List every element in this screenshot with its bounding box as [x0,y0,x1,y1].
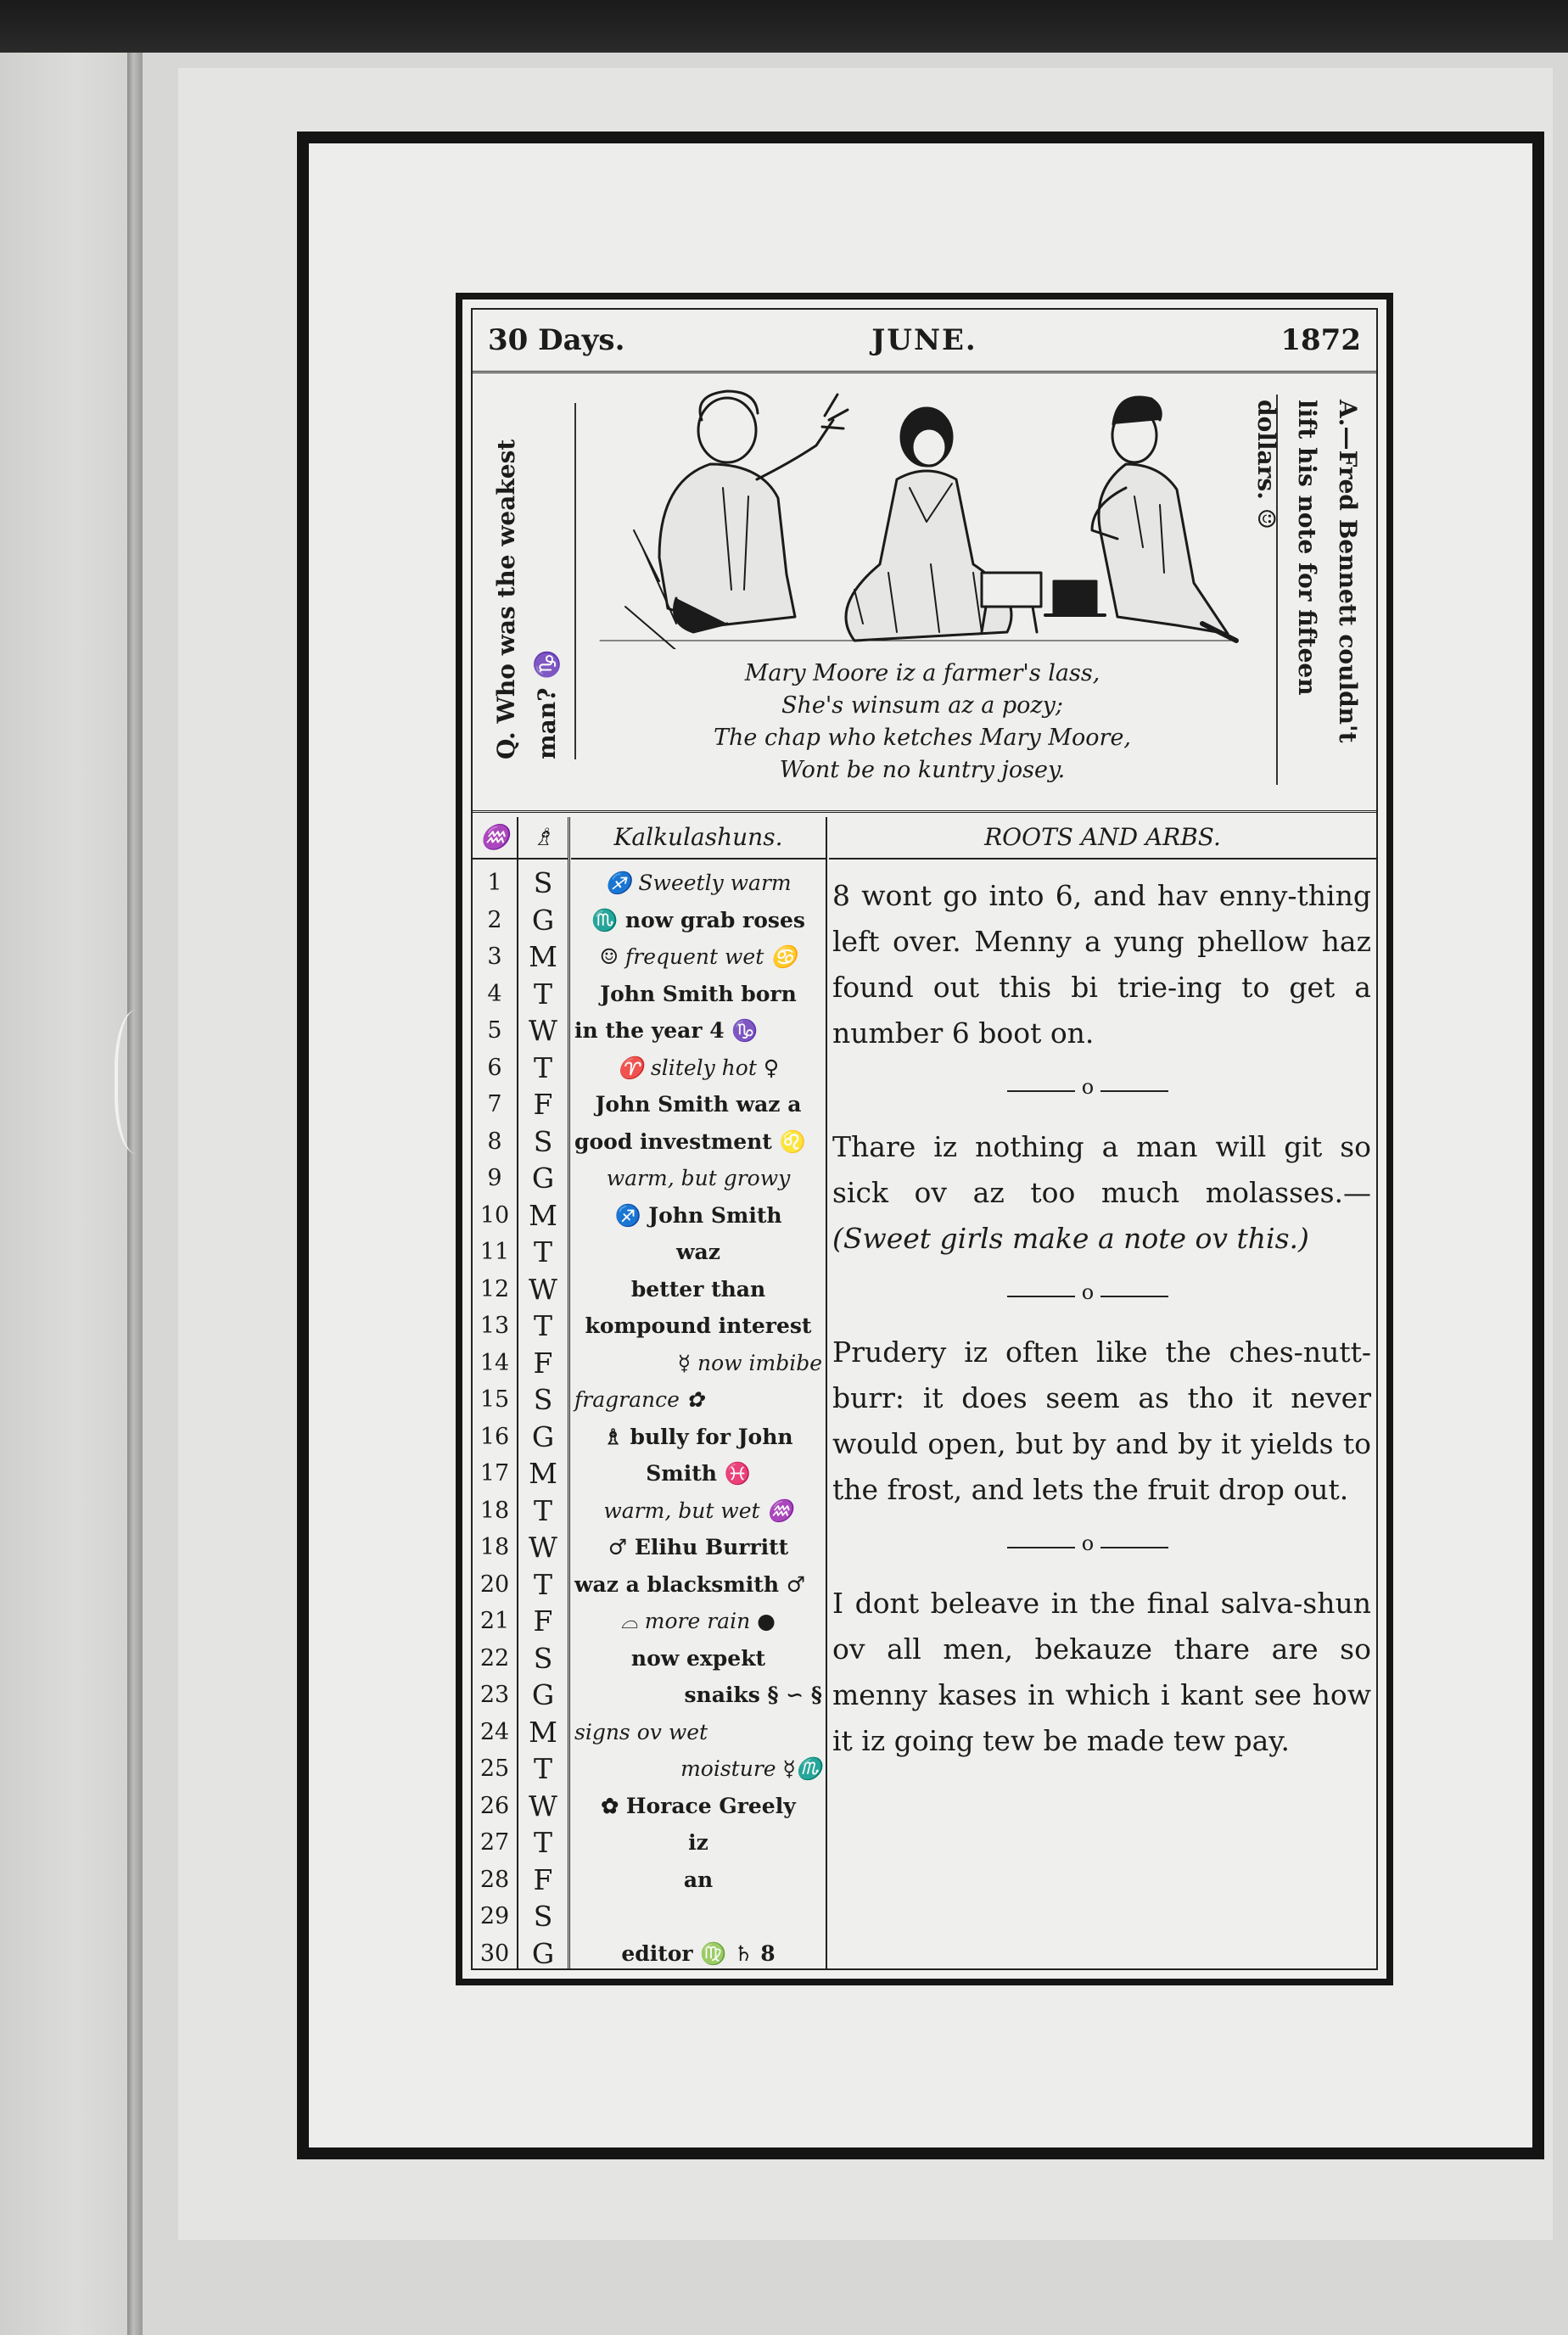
calendar-table [473,817,1376,1968]
day-number: 5 [487,1017,502,1044]
scan-left-page [0,53,127,2335]
day-number: 30 [479,1940,510,1967]
question-text: Q. Who was the weakest man? ♑ [492,439,561,759]
weekday-letter: T [533,1050,552,1084]
kalkulashun-entry: warm, but wet ♒ [603,1498,793,1523]
divider-mark: o [1075,1280,1100,1304]
divider [829,1513,1376,1581]
smiley-symbol-icon: ☺ [1252,507,1280,529]
kalkulashun-entry: editor ♍ ♄ 8 [621,1940,776,1966]
day-number: 18 [479,1497,510,1524]
weekday-letter: S [533,1900,553,1933]
weekday-letter: S [533,1124,553,1158]
kalkulashun-entry: ✿ Horace Greely [601,1793,796,1818]
divider [829,1056,1376,1124]
kalkulashun-entry: fragrance ✿ [574,1387,704,1412]
divider [829,1262,1376,1330]
question-column [481,403,576,759]
day-number: 21 [479,1608,510,1634]
binding-thread [115,1010,169,1154]
day-number: 9 [487,1165,502,1191]
weekday-column [518,817,570,1968]
roots-paragraph: 8 wont go into 6, and hav enny-thing left over. Menny a yung phellow haz found out this bi trie-ing to get a number 6 boot on. [832,879,1371,1050]
day-number: 2 [487,906,502,933]
kalkulashun-entry: ♐ John Smith [614,1202,782,1228]
weekday-letter: M [529,1457,557,1490]
day-number: 22 [479,1644,510,1671]
roots-paragraph: I dont beleave in the final salva-shun ov all men, bekauze thare are so menny kases in which i kant see how it iz going tew be made tew pay. [832,1587,1371,1757]
verse-line: Mary Moore iz a farmer's lass, [744,660,1100,686]
day-number: 18 [479,1534,510,1560]
month-title: JUNE. [871,323,977,357]
calendar-inner [471,308,1378,1970]
kalkulashun-entry: ☺ frequent wet ♋ [599,944,798,969]
kalkulashun-entry: waz a blacksmith ♂ [574,1571,806,1597]
day-number: 28 [479,1866,510,1893]
kalkulashun-entry: ♐ Sweetly warm [605,871,792,895]
weekday-letter: W [529,1531,557,1564]
weekday-letter: M [529,1198,557,1232]
answer-text [1252,395,1371,785]
weekday-letter: F [533,1862,553,1896]
kalkulashun-entry: kompound interest [585,1313,812,1338]
weekday-letter: S [533,1383,553,1416]
roots-paragraph-aside: (Sweet girls make a note ov this.) [832,1222,1309,1255]
roots-paragraph-text: Thare iz nothing a man will git so sick ov az too much molasses.— [832,1130,1371,1209]
kalkulashun-entry: ♈ slitely hot ♀ [617,1055,780,1080]
day-number-column [473,817,518,1968]
day-number: 27 [479,1829,510,1856]
weekday-letter: W [529,1789,557,1823]
kalkulashun-entry: John Smith born [600,981,797,1006]
weekday-letter: G [531,1162,555,1195]
kalkulashun-entry: now expekt [630,1645,766,1671]
kalkulashun-entry [571,1898,826,1935]
weekday-letter: S [533,866,553,899]
weekday-letter: T [533,1493,552,1527]
day-number: 10 [479,1201,510,1229]
weekday-letter: F [533,1346,553,1380]
weekday-letter: F [533,1604,553,1638]
calendar-card [456,293,1393,1985]
day-number: 14 [479,1349,510,1376]
kalkulashun-entry: moisture ☿♏ [680,1756,822,1781]
day-number: 7 [487,1091,502,1117]
day-number: 3 [487,944,502,970]
verse-line: She's winsum az a pozy; [781,692,1063,719]
day-number: 15 [479,1386,510,1413]
kalkulashun-entry: ♏ now grab roses [591,907,805,932]
kalkulashuns-column [571,817,827,1968]
kalkulashun-entry: snaiks § ∽ § [684,1683,822,1707]
kalkulashun-entry: ⌓ more rain ● [621,1609,776,1633]
verse-line: The chap who ketches Mary Moore, [714,725,1131,751]
roots-header: ROOTS AND ARBS. [829,817,1376,860]
weekday-letter: S [533,1641,553,1675]
roots-column [829,817,1376,1968]
kalkulashun-entry: iz [688,1830,708,1855]
weekday-list [518,860,568,1972]
divider-mark: o [1075,1531,1100,1555]
weekday-letter: G [531,1419,555,1453]
aquarius-header-icon: ♒ [473,817,517,860]
day-number: 23 [479,1682,510,1708]
day-number: 4 [487,980,502,1007]
kalkulashun-entry: Smith ♓ [646,1461,751,1486]
kalkulashun-entry: waz [676,1240,720,1264]
weekday-letter: G [531,903,555,937]
day-number: 16 [479,1423,510,1450]
day-number: 11 [479,1239,510,1265]
weekday-letter: T [533,1235,552,1268]
day-number: 17 [479,1460,510,1487]
year: 1872 [1280,323,1361,357]
day-number: 20 [479,1571,510,1598]
answer-column [1252,395,1371,785]
day-number: 12 [479,1275,510,1302]
illustration-band [473,378,1376,813]
kalkulashuns-list [571,860,826,1972]
kalkulashun-entry: warm, but growy [606,1166,791,1190]
weekday-letter: T [533,1567,552,1601]
book-spine [127,53,143,2335]
day-number: 26 [479,1792,510,1819]
day-number: 29 [479,1903,510,1929]
day-number: 6 [487,1054,502,1081]
day-number-list [473,860,517,1972]
day-number: 1 [487,870,502,896]
kalkulashun-entry: good investment ♌ [574,1128,806,1154]
day-number: 25 [479,1755,510,1782]
kalkulashun-entry: better than [630,1276,766,1302]
kalkulashun-entry: John Smith waz a [595,1092,802,1117]
weekday-letter: T [533,1826,552,1859]
verse [625,658,1219,787]
weekday-letter: G [531,1678,555,1711]
roots-paragraph [829,1124,1376,1262]
day-number: 13 [479,1313,510,1339]
divider-mark: o [1075,1075,1100,1099]
weekday-letter: T [533,977,552,1011]
weekday-letter: F [533,1088,553,1121]
kalkulashun-entry: in the year 4 ♑ [574,1018,759,1043]
day-number: 24 [479,1718,510,1745]
kalkulashun-entry: an [683,1867,714,1892]
weekday-letter: W [529,1272,557,1306]
scan-top-edge [0,0,1568,53]
day-number: 8 [487,1128,502,1155]
chess-bishop-header-icon: ♗ [518,817,568,860]
weekday-letter: W [529,1014,557,1047]
weekday-letter: G [531,1936,555,1970]
weekday-letter: M [529,940,557,973]
weekday-letter: M [529,1715,557,1749]
calendar-header [473,310,1376,373]
kalkulashun-entry: ♗ bully for John [603,1424,793,1449]
kalkulashun-entry: signs ov wet [574,1719,708,1744]
days-count: 30 Days. [488,323,625,357]
kalkulashun-entry: ♂ Elihu Burritt [608,1535,789,1559]
kalkulashuns-header: Kalkulashuns. [571,817,826,860]
verse-line: Wont be no kuntry josey. [779,757,1066,783]
answer-line: A.—Fred Bennett couldn't lift his note for fifteen dollars. [1252,400,1362,743]
engraving-illustration [583,386,1253,649]
weekday-letter: T [533,1309,552,1342]
kalkulashun-entry: ☿ now imbibe [677,1350,822,1375]
weekday-letter: T [533,1752,552,1785]
roots-paragraph: Prudery iz often like the ches-nutt-burr: it does seem as tho it never would open, but by and by it yields to the frost, and lets the fruit drop out. [832,1335,1371,1506]
